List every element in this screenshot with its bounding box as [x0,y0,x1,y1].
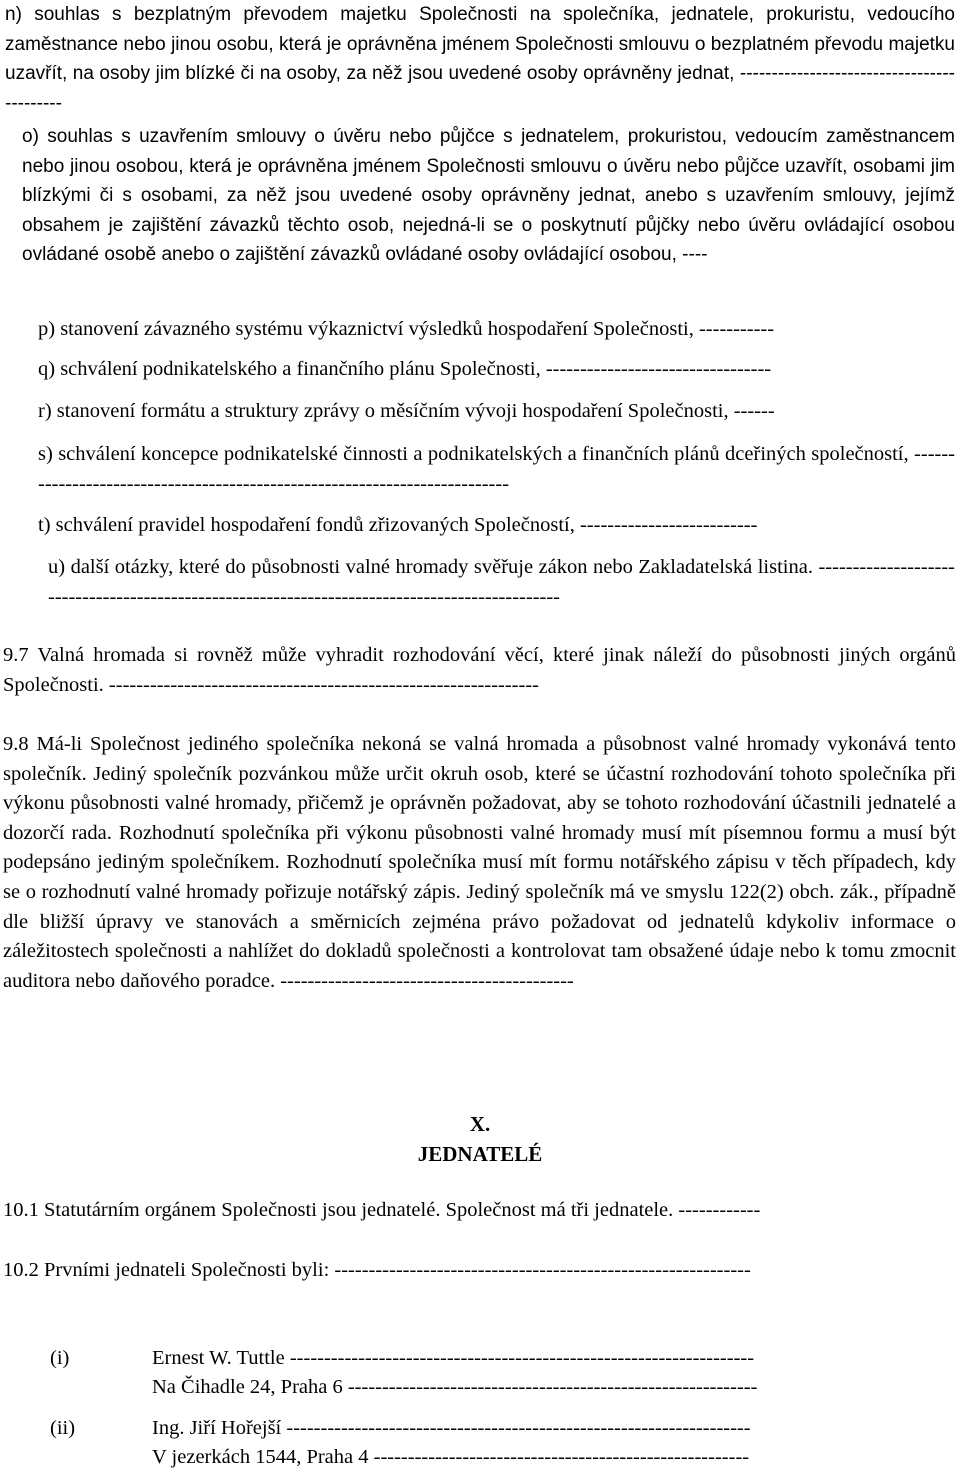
director-name: Ing. Jiří Hořejší -------------------------------------------------------------------- [152,1417,751,1439]
clause-10-2: 10.2 Prvními jednateli Společnosti byli: ------------------------------------------------------------- [3,1259,751,1281]
item-s: s) schválení koncepce podnikatelské činnosti a podnikatelských a finančních plánů dceřiných společností, --------------------------------------------------------------------------- [38,443,955,495]
director-address: V jezerkách 1544, Praha 4 ------------------------------------------------------- [152,1446,750,1468]
director-address: Na Čihadle 24, Praha 6 ------------------------------------------------------------ [152,1376,758,1398]
item-p: p) stanovení závazného systému výkaznictví výsledků hospodaření Společnosti, ----------- [38,318,775,340]
item-n: n) souhlas s bezplatným převodem majetku Společnosti na společníka, jednatele, prokuristu, vedoucího zaměstnance nebo jinou osobu, která je oprávněna jménem Společnosti smlouvu o bezplatném převodu majetku uzavřít, na osoby jim blízké či na osoby, za něž jsou uvedené osoby oprávněny jednat, ------------------------------------------- [5,4,955,114]
item-u: u) další otázky, které do působnosti valné hromady svěřuje zákon nebo Zakladatelská listina. ----------------------------------------------------------------------------------------------- [48,556,955,608]
section-9-7: 9.7 Valná hromada si rovněž může vyhradit rozhodování věcí, které jinak náleží do působnosti jiných orgánů Společnosti. --------------------------------------------------------------- [3,644,956,696]
item-r: r) stanovení formátu a struktury zprávy o měsíčním vývoji hospodaření Společnosti, ------ [38,400,775,422]
director-label: (ii) [50,1417,76,1439]
chapter-number: X. [469,1112,491,1136]
chapter-title: JEDNATELÉ [417,1142,543,1166]
item-o: o) souhlas s uzavřením smlouvy o úvěru nebo půjčce s jednatelem, prokuristou, vedoucím zaměstnancem nebo jinou osobou, která je oprávněna jménem Společnosti smlouvu o úvěru nebo půjčce uzavřít, osobami jim blízkými či s osobami, za něž jsou uvedené osoby oprávněny jednat, anebo s uzavřením smlouvy, jejímž obsahem je zajištění závazků těchto osob, nejedná-li se o poskytnutí půjčky nebo úvěru ovládající osobou ovládané osobě anebo o zajištění závazků ovládané osoby ovládající osobou, ---- [22,126,955,265]
clause-10-1: 10.1 Statutárním orgánem Společnosti jsou jednatelé. Společnost má tři jednatele. ------------ [3,1199,761,1221]
item-q: q) schválení podnikatelského a finančního plánu Společnosti, --------------------------------- [38,358,772,380]
section-9-8: 9.8 Má-li Společnost jediného společníka nekoná se valná hromada a působnost valné hromady vykonává tento společník. Jediný společník pozvánkou může určit okruh osob, které se účastní rozhodování tohoto společníka při výkonu působnosti valné hromady, přičemž je oprávněn požadovat, aby se tohoto rozhodování účastnili jednatelé a dozorčí rada. Rozhodnutí společníka při výkonu působnosti valné hromady musí mít písemnou formu a musí být podepsáno jediným společníkem. Rozhodnutí společníka musí mít formu notářského zápisu v těch případech, kdy se o rozhodnutí valné hromady pořizuje notářský zápis. Jediný společník má ve smyslu 122(2) obch. zák., případně dle bližší úpravy ve stanovách a směrnicích zejména právo požadovat od jednatelů kdykoliv informace o záležitostech společnosti a nahlížet do dokladů společnosti a kontrolovat tam obsažené údaje nebo k tomu zmocnit auditora nebo daňového poradce. ------------------------------------------- [3,733,956,992]
item-t: t) schválení pravidel hospodaření fondů zřizovaných Společností, -------------------------- [38,514,758,536]
director-label: (i) [50,1347,70,1369]
director-name: Ernest W. Tuttle -------------------------------------------------------------------- [152,1347,755,1369]
